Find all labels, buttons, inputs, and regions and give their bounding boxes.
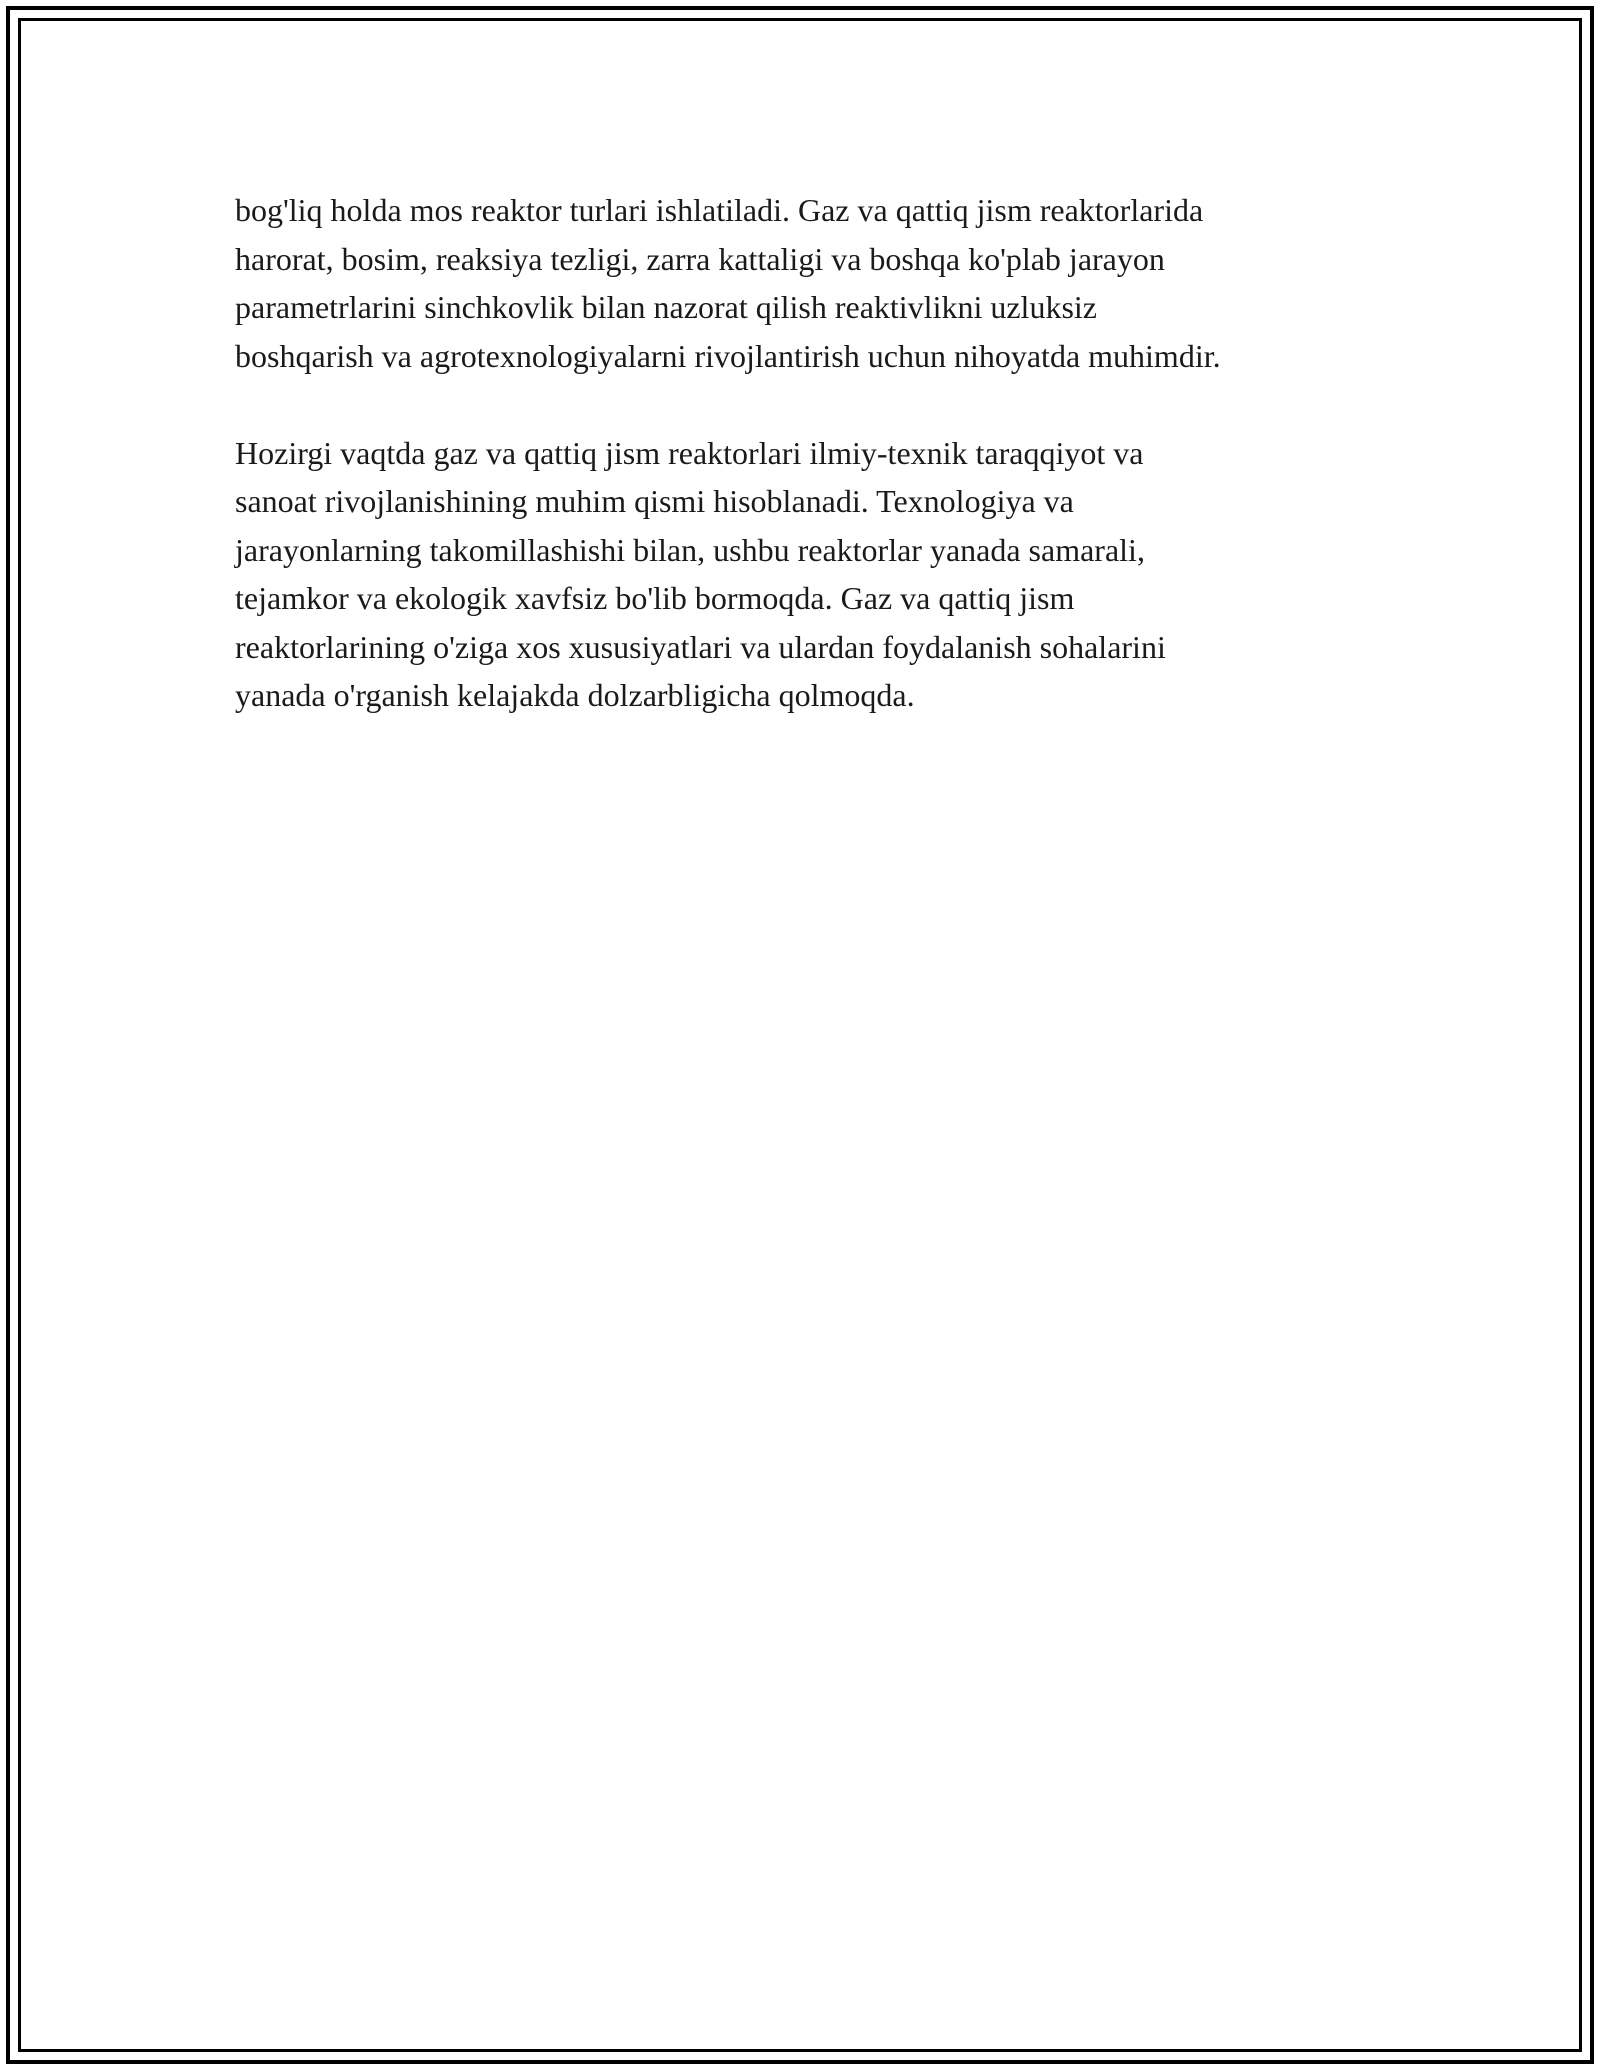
paragraph-line: tejamkor va ekologik xavfsiz bo'lib bormoqda. Gaz va qattiq jism xyxy=(235,580,1075,616)
paragraph-line: jarayonlarning takomillashishi bilan, ushbu reaktorlar yanada samarali, xyxy=(235,531,1145,568)
paragraph-line: Hozirgi vaqtda gaz va qattiq jism reaktorlari ilmiy-texnik taraqqiyot va xyxy=(235,434,1144,471)
paragraph-line: parametrlarini sinchkovlik bilan nazorat qilish reaktivlikni uzluksiz xyxy=(235,289,1097,325)
document-body xyxy=(235,186,1385,720)
paragraph-line: harorat, bosim, reaksiya tezligi, zarra kattaligi va boshqa ko'plab jarayon xyxy=(235,240,1165,277)
paragraph-line: reaktorlarining o'ziga xos xususiyatlari va ulardan foydalanish sohalarini xyxy=(235,628,1166,665)
paragraph-line: sanoat rivojlanishining muhim qismi hisoblanadi. Texnologiya va xyxy=(235,483,1074,519)
paragraph-line: bog'liq holda mos reaktor turlari ishlatiladi. Gaz va qattiq jism reaktorlarida xyxy=(235,192,1204,228)
paragraph-line: yanada o'rganish kelajakda dolzarbligicha qolmoqda. xyxy=(235,677,915,713)
paragraph-1 xyxy=(235,186,1385,380)
paragraph-2 xyxy=(235,429,1385,720)
paragraph-line: boshqarish va agrotexnologiyalarni rivojlantirish uchun nihoyatda muhimdir. xyxy=(235,337,1221,374)
